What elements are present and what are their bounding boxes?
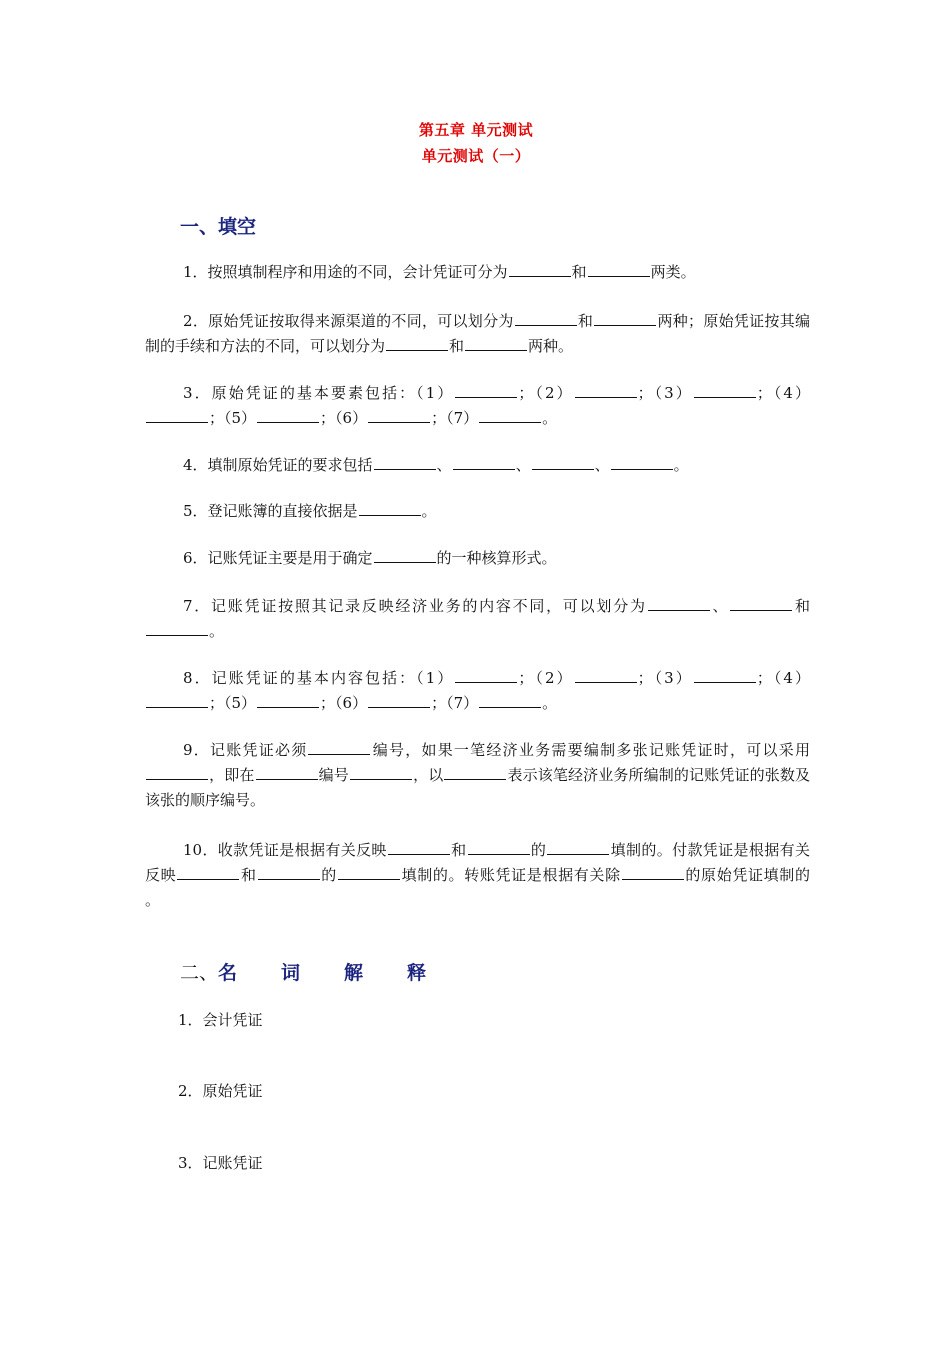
answer-blank[interactable] (257, 407, 319, 423)
section-terms-heading (180, 958, 470, 985)
answer-blank[interactable] (338, 864, 400, 880)
answer-blank[interactable] (468, 839, 530, 855)
answer-blank[interactable] (177, 864, 239, 880)
unit-title: 单元测试（一） (421, 147, 531, 165)
answer-blank[interactable] (479, 692, 541, 708)
section-terms-word: 名词解释 (218, 962, 471, 984)
answer-blank[interactable] (547, 839, 609, 855)
question-8: 8．记账凭证的基本内容包括：（1） ；（2） ；（3） ；（4）；（5） ；（6） ；（7） 。 (145, 666, 810, 716)
answer-blank[interactable] (730, 595, 792, 611)
answer-blank[interactable] (257, 692, 319, 708)
answer-blank[interactable] (146, 407, 208, 423)
question-10: 10．收款凭证是根据有关反映 和 的 填制的。付款凭证是根据有关反映 和 的 填制的。转账凭证是根据有关除 的原始凭证填制的 。 (145, 841, 810, 909)
answer-blank[interactable] (575, 667, 637, 683)
question-2: 2．原始凭证按取得来源渠道的不同，可以划分为 和 两种；原始凭证按其编制的手续和方法的不同，可以划分为 和 两种。 (145, 312, 810, 355)
term-item: 3．记账凭证 (178, 1154, 263, 1172)
question-6: 6．记账凭证主要是用于确定 的一种核算形式。 (183, 549, 557, 567)
answer-blank[interactable] (694, 382, 756, 398)
question-3: 3．原始凭证的基本要素包括：（1） ；（2） ；（3） ；（4）；（5） ；（6） ；（7） 。 (145, 381, 810, 431)
term-item: 1．会计凭证 (178, 1011, 263, 1029)
answer-blank[interactable] (359, 500, 421, 516)
question-7: 7．记账凭证按照其记录反映经济业务的内容不同，可以划分为 、 和。 (145, 594, 810, 644)
answer-blank[interactable] (532, 454, 594, 470)
question-4: 4．填制原始凭证的要求包括 、 、 、 。 (183, 456, 689, 474)
answer-blank[interactable] (368, 692, 430, 708)
answer-blank[interactable] (694, 667, 756, 683)
answer-blank[interactable] (453, 454, 515, 470)
question-9: 9．记账凭证必须 编号，如果一笔经济业务需要编制多张记账凭证时，可以采用，即在 编号 ，以 表示该笔经济业务所编制的记账凭证的张数及该张的顺序编号。 (145, 741, 810, 809)
answer-blank[interactable] (455, 382, 517, 398)
answer-blank[interactable] (388, 839, 450, 855)
answer-blank[interactable] (374, 547, 436, 563)
chapter-title: 第五章 单元测试 (418, 121, 534, 139)
answer-blank[interactable] (588, 261, 650, 277)
answer-blank[interactable] (374, 454, 436, 470)
answer-blank[interactable] (575, 382, 637, 398)
answer-blank[interactable] (146, 620, 208, 636)
answer-blank[interactable] (350, 764, 412, 780)
answer-blank[interactable] (258, 864, 320, 880)
answer-blank[interactable] (444, 764, 506, 780)
answer-blank[interactable] (146, 692, 208, 708)
answer-blank[interactable] (465, 335, 527, 351)
answer-blank[interactable] (368, 407, 430, 423)
question-1: 1．按照填制程序和用途的不同，会计凭证可分为 和 两类。 (183, 263, 696, 281)
answer-blank[interactable] (455, 667, 517, 683)
section-fill-blank-heading: 一、填空 (180, 216, 257, 238)
answer-blank[interactable] (594, 310, 656, 326)
answer-blank[interactable] (622, 864, 684, 880)
answer-blank[interactable] (308, 739, 370, 755)
answer-blank[interactable] (515, 310, 577, 326)
answer-blank[interactable] (386, 335, 448, 351)
answer-blank[interactable] (648, 595, 710, 611)
answer-blank[interactable] (509, 261, 571, 277)
section-terms-prefix: 二、 (180, 962, 219, 984)
term-item: 2．原始凭证 (178, 1082, 263, 1100)
answer-blank[interactable] (146, 764, 208, 780)
answer-blank[interactable] (256, 764, 318, 780)
question-5: 5．登记账簿的直接依据是 。 (183, 502, 437, 520)
answer-blank[interactable] (479, 407, 541, 423)
answer-blank[interactable] (611, 454, 673, 470)
